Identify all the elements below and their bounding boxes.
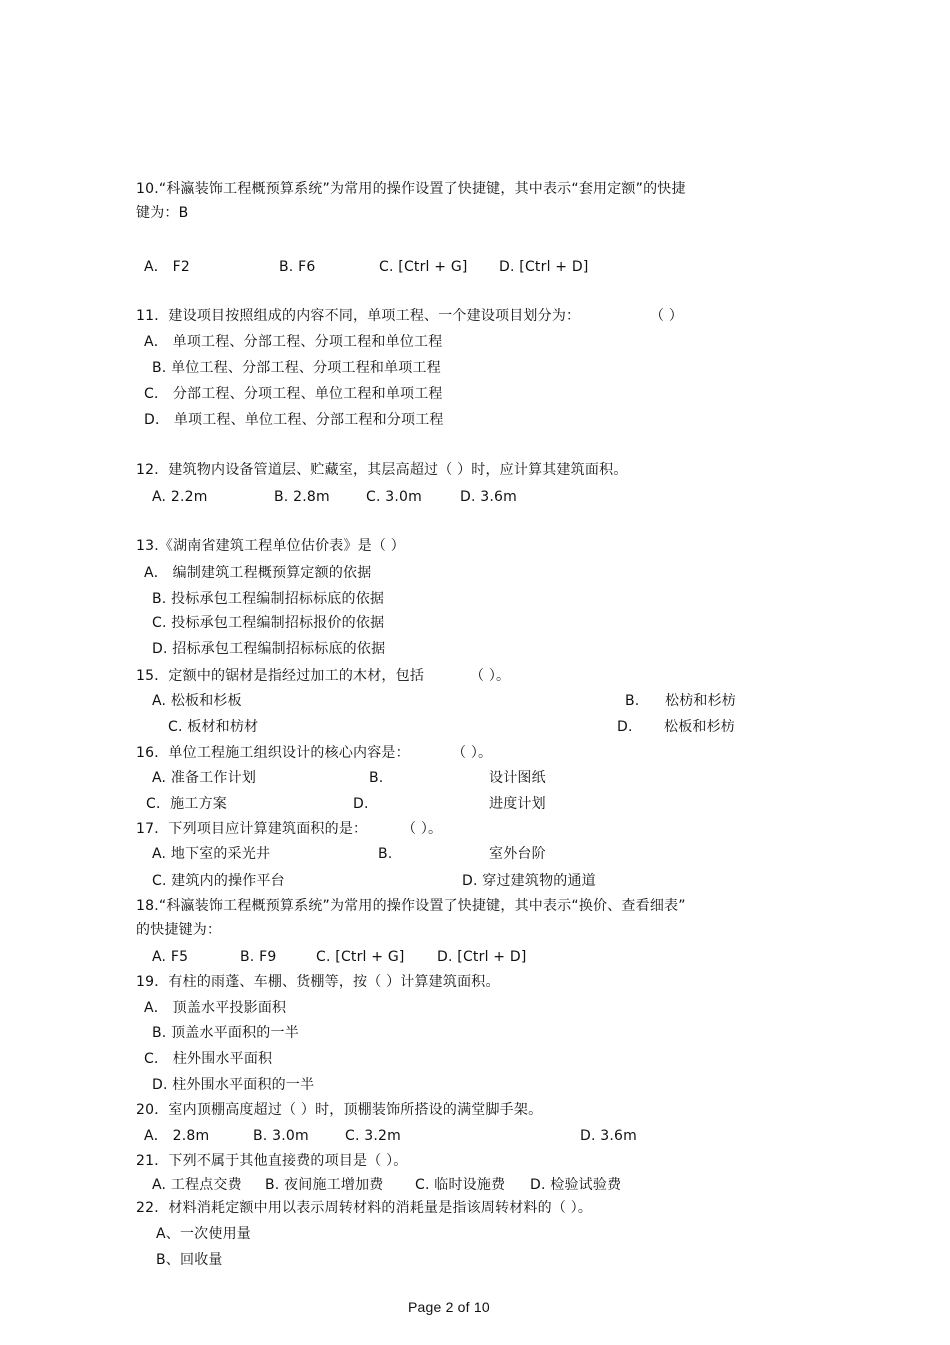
q17-option-c: C. 建筑内的操作平台 xyxy=(152,873,285,889)
q12-option-b: B. 2.8m xyxy=(274,489,330,505)
q16-option-c: C．施工方案 xyxy=(146,796,227,812)
q12-option-c: C. 3.0m xyxy=(366,489,422,505)
q17-option-b-text: 室外台阶 xyxy=(489,846,546,862)
q21-stem: 21．下列不属于其他直接费的项目是（ ）。 xyxy=(136,1153,408,1169)
q19-option-c: C． 柱外围水平面积 xyxy=(144,1051,273,1067)
q15-option-b-text: 松枋和杉枋 xyxy=(665,693,736,709)
q20-stem: 20．室内顶棚高度超过（ ）时，顶棚装饰所搭设的满堂脚手架。 xyxy=(136,1102,543,1118)
q18-option-b: B. F9 xyxy=(240,949,277,965)
q22-option-b: B、回收量 xyxy=(156,1252,223,1268)
q13-option-d: D. 招标承包工程编制招标标底的依据 xyxy=(152,641,386,657)
q12-stem: 12．建筑物内设备管道层、贮藏室，其层高超过（ ）时，应计算其建筑面积。 xyxy=(136,462,628,478)
q10-option-a: A． F2 xyxy=(144,259,190,275)
q12-option-a: A. 2.2m xyxy=(152,489,208,505)
q18-stem-line2: 的快捷键为： xyxy=(136,922,222,938)
q15-option-b-letter: B. xyxy=(625,693,640,709)
q19-option-a: A． 顶盖水平投影面积 xyxy=(144,1000,287,1016)
q10-option-b: B. F6 xyxy=(279,259,316,275)
q18-stem-line1: 18.“科瀛装饰工程概预算系统”为常用的操作设置了快捷键，其中表示“换价、查看细表” xyxy=(136,898,686,914)
q22-stem: 22．材料消耗定额中用以表示周转材料的消耗量是指该周转材料的（ ）。 xyxy=(136,1200,593,1216)
q17-option-a: A. 地下室的采光井 xyxy=(152,846,271,862)
q17-stem: 17．下列项目应计算建筑面积的是： xyxy=(136,821,368,837)
q15-option-d-letter: D. xyxy=(617,719,633,735)
q16-option-b-text: 设计图纸 xyxy=(489,770,546,786)
q11-answer-blank: （ ） xyxy=(650,308,684,324)
q11-option-b: B. 单位工程、分部工程、分项工程和单项工程 xyxy=(152,360,441,376)
q16-option-d-letter: D. xyxy=(353,796,369,812)
q10-stem-line2: 键为：B xyxy=(136,205,189,221)
q22-option-a: A、一次使用量 xyxy=(156,1226,251,1242)
q18-option-a: A. F5 xyxy=(152,949,189,965)
q21-option-a: A. 工程点交费 xyxy=(152,1177,242,1193)
q20-option-d: D. 3.6m xyxy=(580,1128,637,1144)
q16-option-a: A. 准备工作计划 xyxy=(152,770,257,786)
q21-option-c: C. 临时设施费 xyxy=(415,1177,506,1193)
q10-option-d: D. [Ctrl + D] xyxy=(499,259,589,275)
q19-stem: 19．有柱的雨蓬、车棚、货棚等，按（ ）计算建筑面积。 xyxy=(136,974,500,990)
q15-option-d-text: 松板和杉枋 xyxy=(664,719,735,735)
q19-option-b: B. 顶盖水平面积的一半 xyxy=(152,1025,299,1041)
q15-option-a: A. 松板和杉板 xyxy=(152,693,242,709)
q15-answer-blank: （ ）。 xyxy=(470,668,511,684)
q10-option-c: C. [Ctrl + G] xyxy=(379,259,468,275)
page-number: Page 2 of 10 xyxy=(408,1299,490,1315)
q16-option-b-letter: B. xyxy=(369,770,384,786)
q15-stem: 15．定额中的锯材是指经过加工的木材，包括 xyxy=(136,668,425,684)
q13-option-a: A． 编制建筑工程概预算定额的依据 xyxy=(144,565,372,581)
q17-option-b-letter: B. xyxy=(378,846,393,862)
q19-option-d: D. 柱外围水平面积的一半 xyxy=(152,1077,315,1093)
q10-stem-line1: 10.“科瀛装饰工程概预算系统”为常用的操作设置了快捷键，其中表示“套用定额”的快捷 xyxy=(136,181,686,197)
q13-stem: 13.《湖南省建筑工程单位估价表》是（ ） xyxy=(136,538,405,554)
q17-option-d: D. 穿过建筑物的通道 xyxy=(462,873,596,889)
q20-option-b: B. 3.0m xyxy=(253,1128,309,1144)
q21-option-d: D. 检验试验费 xyxy=(530,1177,622,1193)
q15-option-c: C. 板材和枋材 xyxy=(168,719,259,735)
q16-option-d-text: 进度计划 xyxy=(489,796,546,812)
q11-stem: 11．建设项目按照组成的内容不同，单项工程、一个建设项目划分为： xyxy=(136,308,581,324)
q16-answer-blank: （ ）。 xyxy=(452,745,493,761)
q20-option-c: C. 3.2m xyxy=(345,1128,401,1144)
q11-option-d: D． 单项工程、单位工程、分部工程和分项工程 xyxy=(144,412,444,428)
q11-option-a: A． 单项工程、分部工程、分项工程和单位工程 xyxy=(144,334,443,350)
q12-option-d: D. 3.6m xyxy=(460,489,517,505)
q17-answer-blank: （ ）。 xyxy=(402,821,443,837)
q13-option-b: B. 投标承包工程编制招标标底的依据 xyxy=(152,591,385,607)
q16-stem: 16．单位工程施工组织设计的核心内容是： xyxy=(136,745,410,761)
q11-option-c: C． 分部工程、分项工程、单位工程和单项工程 xyxy=(144,386,443,402)
q20-option-a: A． 2.8m xyxy=(144,1128,210,1144)
q13-option-c: C. 投标承包工程编制招标报价的依据 xyxy=(152,615,385,631)
q18-option-c: C. [Ctrl + G] xyxy=(316,949,405,965)
q21-option-b: B. 夜间施工增加费 xyxy=(265,1177,384,1193)
q18-option-d: D. [Ctrl + D] xyxy=(437,949,527,965)
